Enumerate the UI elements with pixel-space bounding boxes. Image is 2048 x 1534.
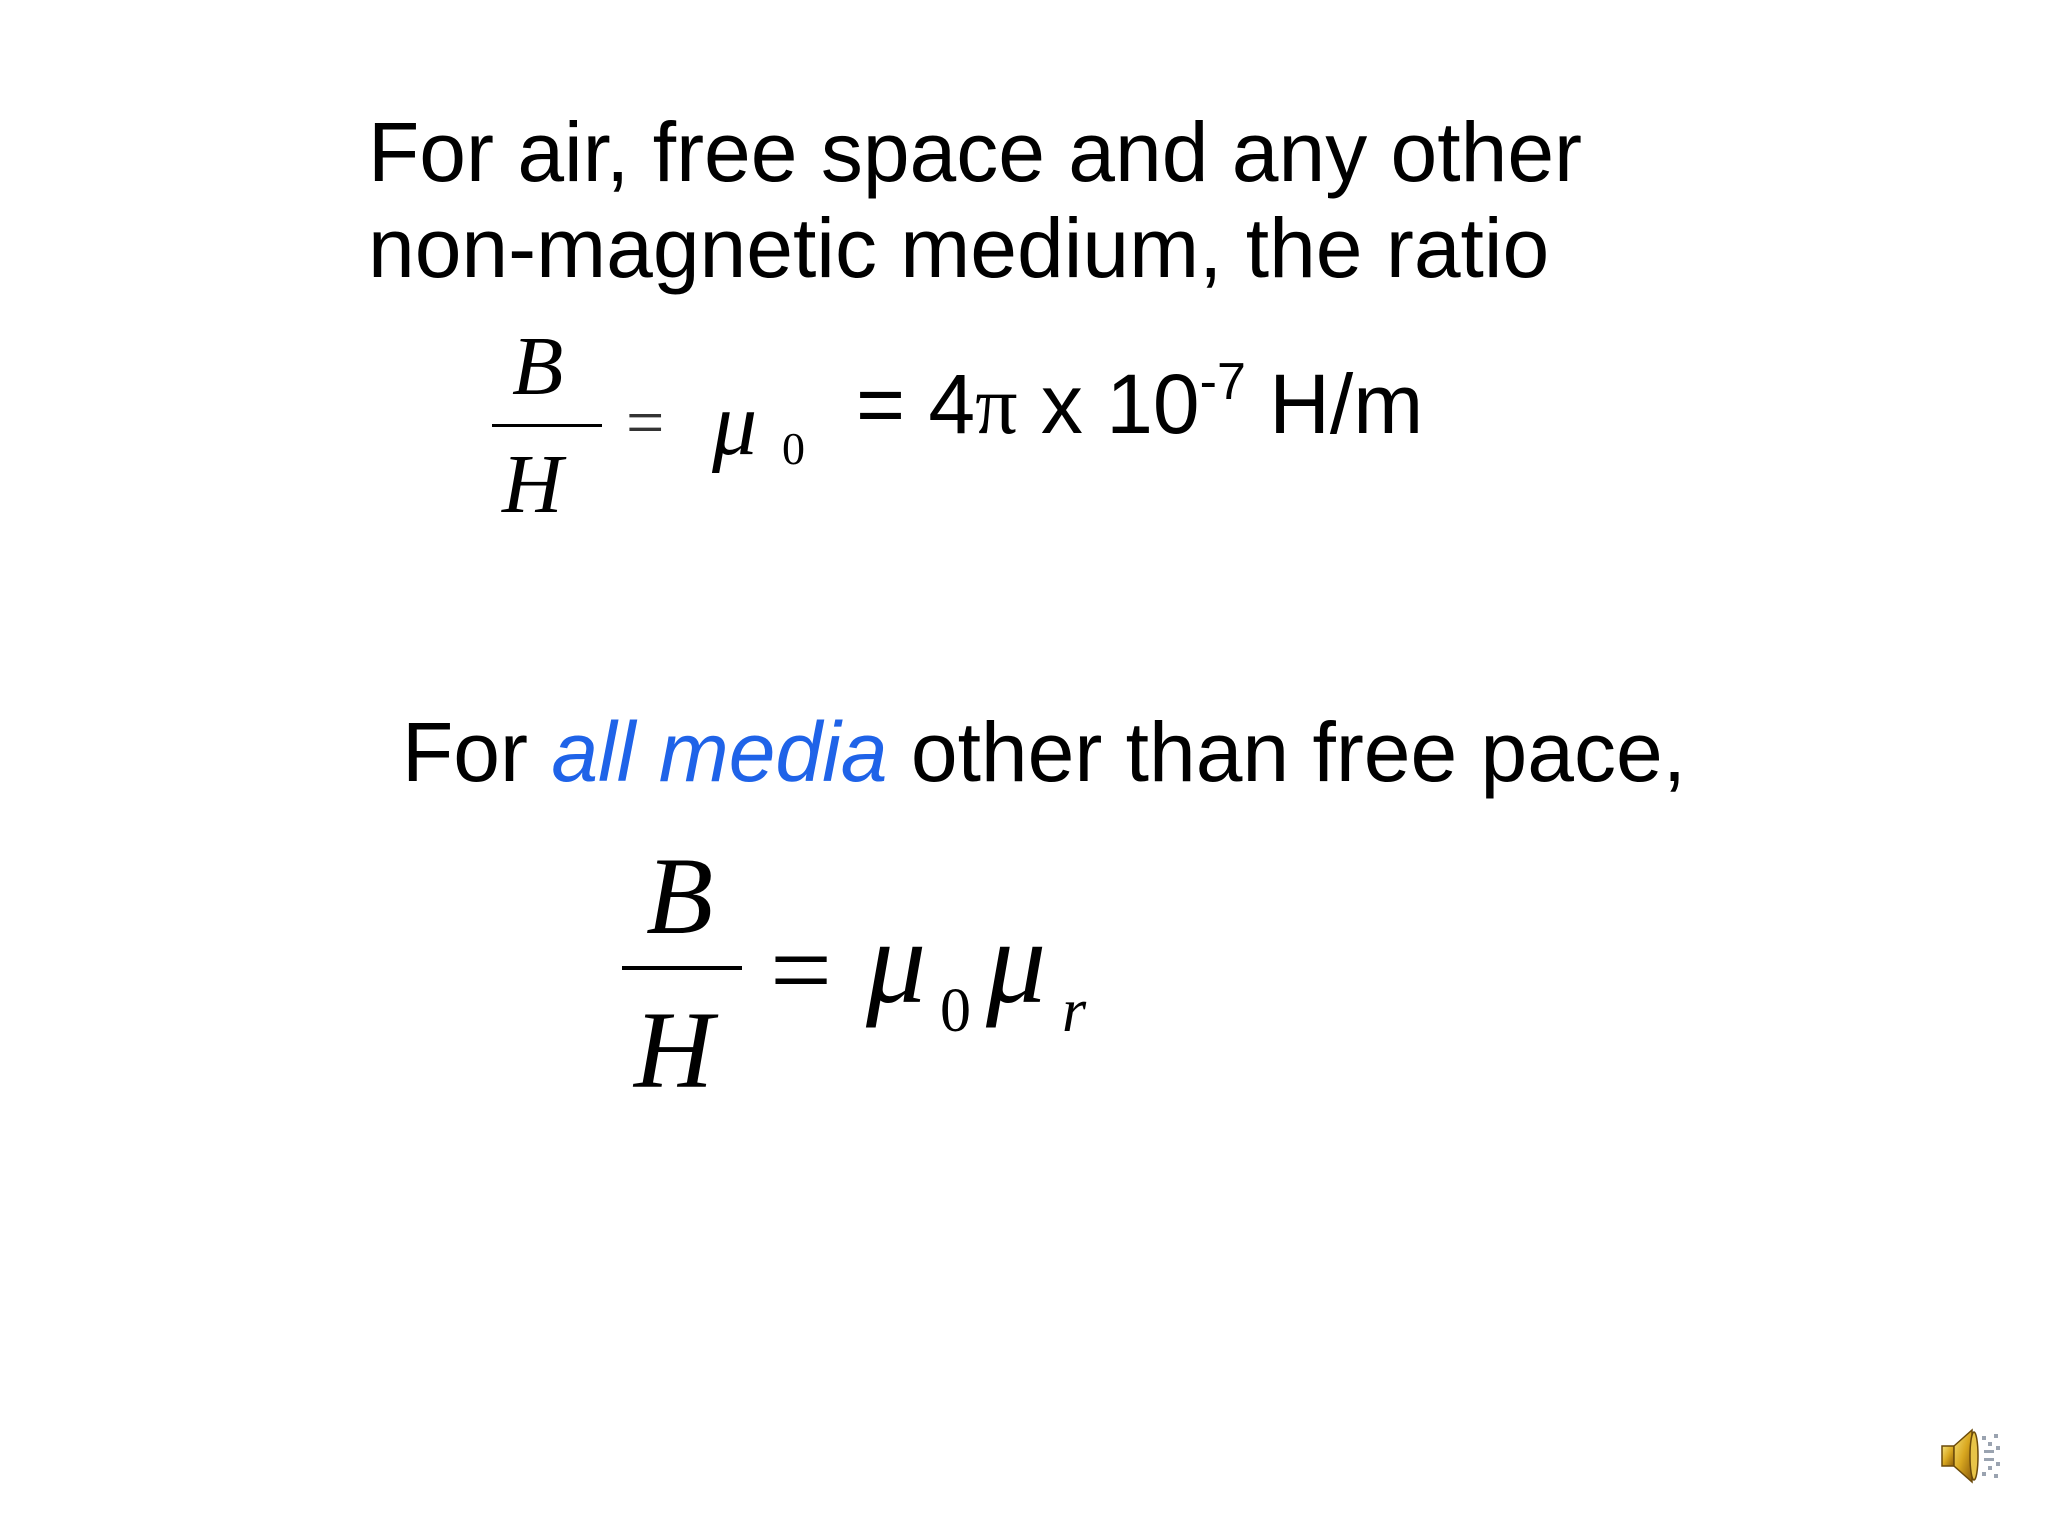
eq2-mu0-subscript: 0: [940, 977, 971, 1045]
eq1-denominator: H: [502, 438, 563, 531]
eq2-numerator: B: [646, 835, 714, 957]
eq1-mu: μ: [712, 375, 758, 474]
unit: H/m: [1245, 357, 1424, 451]
pi-symbol: π: [975, 359, 1018, 452]
eq2-mur-subscript: r: [1062, 977, 1087, 1045]
eq1-mu-subscript: 0: [782, 423, 805, 474]
eq1-fraction-bar: [492, 424, 602, 427]
eq1-numerator: B: [512, 320, 564, 413]
intro-line-2: non-magnetic medium, the ratio: [368, 201, 1550, 295]
eq2-fraction-bar: [622, 966, 742, 970]
eq2-mu0: μ: [866, 895, 927, 1028]
media-prefix: For: [402, 705, 552, 799]
intro-paragraph: [368, 104, 1582, 296]
intro-line-1: For air, free space and any other: [368, 105, 1583, 199]
eq2-mur: μ: [986, 895, 1047, 1028]
speaker-icon[interactable]: [1936, 1422, 2008, 1490]
eq1-equals: =: [626, 384, 665, 460]
media-paragraph: [402, 704, 1686, 800]
permeability-value: [856, 353, 1424, 454]
media-suffix: other than free pace,: [887, 705, 1687, 799]
media-emphasis: all media: [551, 705, 888, 799]
exponent: -7: [1199, 353, 1246, 411]
value-mid: x 10: [1017, 357, 1200, 451]
eq2-equals: =: [770, 909, 833, 1031]
eq2-denominator: H: [634, 989, 714, 1111]
value-prefix: = 4: [856, 357, 976, 451]
